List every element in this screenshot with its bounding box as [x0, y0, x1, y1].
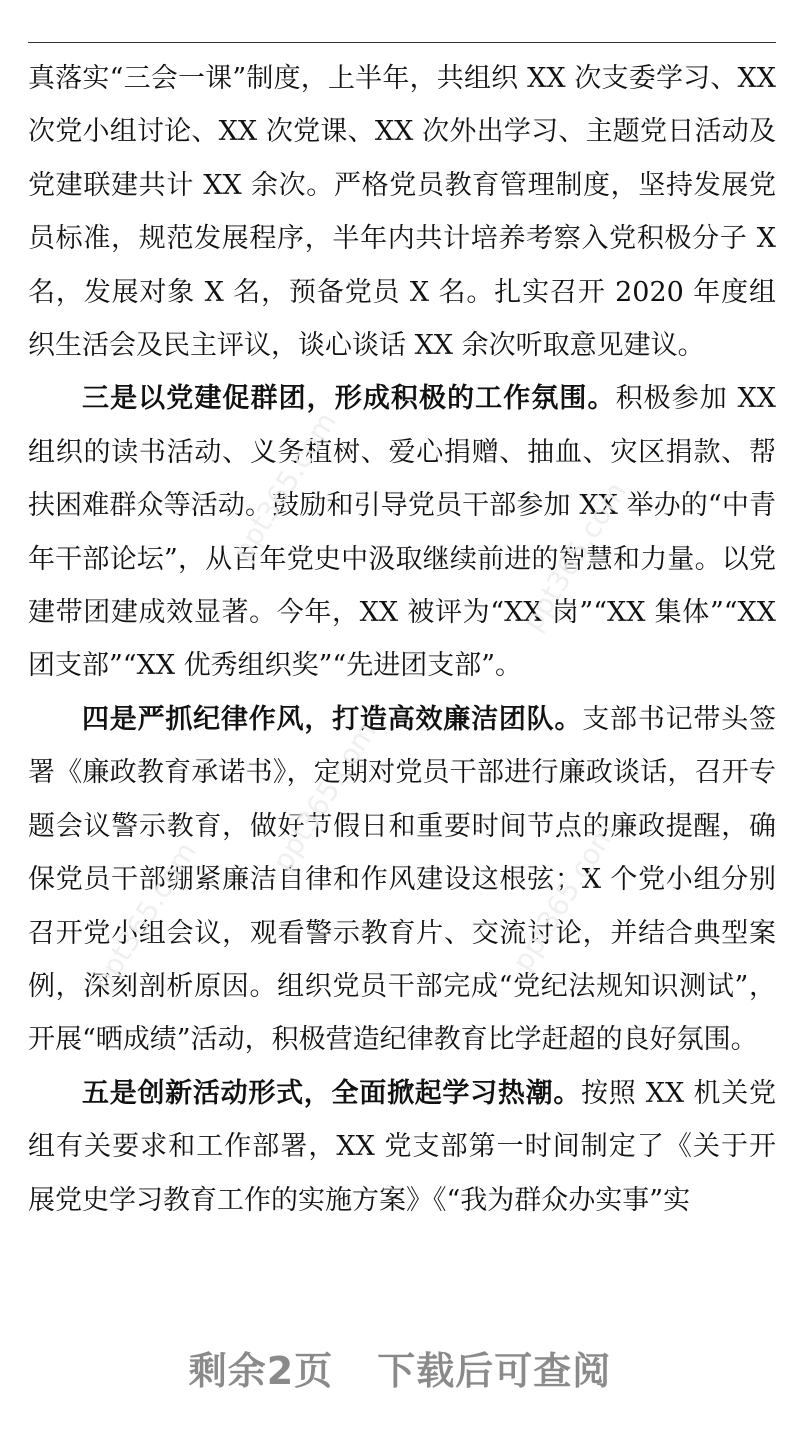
- header-rule: [28, 42, 776, 43]
- paragraph-text: 积极参加 XX 组织的读书活动、义务植树、爱心捐赠、抽血、灾区捐款、帮扶困难群众等活动。鼓励和引导党员干部参加 XX 举办的“中青年干部论坛”，从百年党史中汲取继续前进的智慧和力量。以党建带团建成效显著。今年，XX 被评为“XX 岗”“XX 集体”“XX 团支部”“XX 优秀组织奖”“先进团支部”。: [28, 383, 776, 682]
- paragraph-continuation: [28, 52, 776, 372]
- paragraph-heading: 四是严抓纪律作风，打造高效廉洁团队。: [82, 703, 583, 735]
- watermark: ppt365.com: [225, 406, 344, 567]
- document-body: [28, 52, 776, 1227]
- watermark: ppt365.com: [265, 716, 384, 877]
- paragraph-heading: 五是创新活动形式，全面掀起学习热潮。: [82, 1077, 582, 1109]
- remaining-pages-label: 剩余2页: [188, 1349, 334, 1393]
- download-prompt[interactable]: [0, 1340, 800, 1395]
- paragraph-discipline: [28, 693, 776, 1067]
- watermark: ppt365.com: [85, 836, 204, 997]
- watermark: ppt365.com: [515, 476, 634, 637]
- paragraph-text: 支部书记带头签署《廉政教育承诺书》，定期对党员干部进行廉政谈话，召开专题会议警示教育，做好节假日和重要时间节点的廉政提醒，确保党员干部绷紧廉洁自律和作风建设这根弦；X 个党小组分别召开党小组会议，观看警示教育片、交流讨论，并结合典型案例，深刻剖析原因。组织党员干部完成“党纪法规知识测试”，开展“晒成绩”活动，积极营造纪律教育比学赶超的良好氛围。: [28, 703, 776, 1056]
- paragraph-text: 按照 XX 机关党组有关要求和工作部署，XX 党支部第一时间制定了《关于开展党史学习教育工作的实施方案》《“我为群众办实事”实: [28, 1077, 777, 1216]
- download-hint-label: 下载后可查阅: [377, 1349, 612, 1393]
- paragraph-text: 真落实“三会一课”制度，上半年，共组织 XX 次支委学习、XX 次党小组讨论、XX 次党课、XX 次外出学习、主题党日活动及党建联建共计 XX 余次。严格党员教育管理制度，坚持发展党员标准，规范发展程序，半年内共计培养考察入党积极分子 X 名，发展对象 X 名，预备党员 X 名。扎实召开 2020 年度组织生活会及民主评议，谈心谈话 XX 余次听取意见建议。: [28, 63, 776, 362]
- paragraph-innovation: [28, 1067, 776, 1227]
- watermark: ppt365.com: [505, 816, 624, 977]
- paragraph-party-building-groups: [28, 372, 776, 692]
- paragraph-heading: 三是以党建促群团，形成积极的工作氛围。: [82, 383, 616, 415]
